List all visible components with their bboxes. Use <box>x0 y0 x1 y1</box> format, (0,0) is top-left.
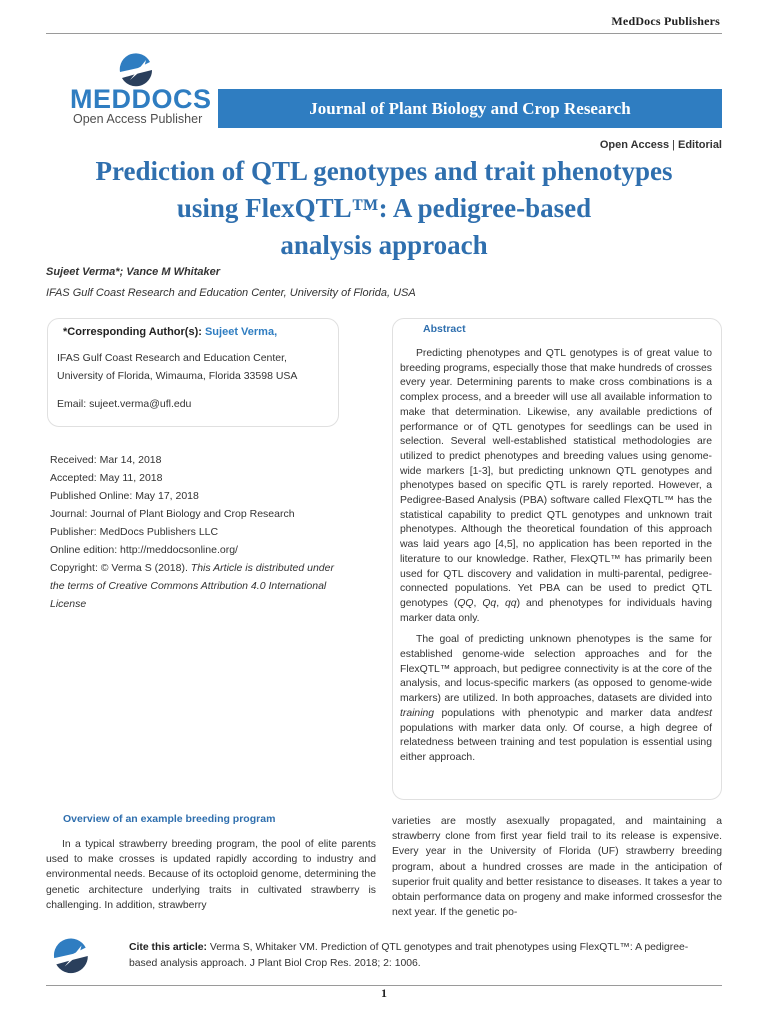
meddocs-logo-text: MEDDOCS <box>70 84 212 114</box>
article-title-line: Prediction of QTL genotypes and trait phenotypes <box>95 156 673 186</box>
page-number: 1 <box>381 986 387 1000</box>
copyright-notice <box>50 559 340 613</box>
body-column-left <box>46 837 376 913</box>
open-access-label: Open Access <box>599 139 670 151</box>
header-divider <box>46 33 722 34</box>
corresponding-author-address: IFAS Gulf Coast Research and Education Center, University of Florida, Wimauma, Florida 33598 USA <box>57 352 298 382</box>
abstract-body <box>400 347 712 773</box>
journal-title-band <box>218 89 722 128</box>
meddocs-logo-icon <box>50 935 92 977</box>
citation-text: Verma S, Whitaker VM. Prediction of QTL genotypes and trait phenotypes using FlexQTL™: A pedigree-based analysis approach. J Plant Biol Crop Res. 2018; 2: 1006. <box>129 942 689 969</box>
citation-label: Cite this article: <box>129 942 207 953</box>
article-metadata <box>50 451 340 613</box>
article-type-label: Editorial <box>677 139 722 151</box>
accepted-date: Accepted: May 11, 2018 <box>50 472 163 484</box>
article-title-line: using FlexQTL™: A pedigree-based <box>176 193 592 223</box>
body-paragraph: In a typical strawberry breeding program, the pool of elite parents used to make crosses is updated rapidly according to industry and environmental needs. Because of its octoploid genome, determining the genetic architecture underlying traits in cultivated strawberry is challenging. In addition, strawberry <box>46 839 376 911</box>
publisher-name: Publisher: MedDocs Publishers LLC <box>50 526 219 538</box>
logo-tagline: Open Access Publisher <box>73 112 203 126</box>
section-heading: Overview of an example breeding program <box>63 813 276 825</box>
running-header-publisher: MedDocs Publishers <box>611 14 720 28</box>
article-title <box>46 153 722 264</box>
received-date: Received: Mar 14, 2018 <box>50 454 162 466</box>
citation-block <box>129 940 709 971</box>
online-edition-link[interactable]: Online edition: http://meddocsonline.org/ <box>50 544 238 556</box>
abstract-paragraph: Predicting phenotypes and QTL genotypes is of great value to breeding programs, especially those that make hundreds of crosses every year. Determining parents to make cross combinations is a complex process, and a breeder will use all available information to make that determination. Likewise, any available predictions of performance or of QTL genotypes for seedlings can be used in selection. Several well-established statistical methodologies are utilized to predict phenotypes and breeding values using genome-wide markers [1-3], but predicting unknown QTL genotypes and phenotypes based on specific QTL is rarely reported. However, a Pedigree-Based Analysis (PBA) software called FlexQTL™ has the statistical capability to predict QTL genotypes and unknown trait phenotypes. Although the theoretical foundation of this approach was laid years ago [4,5], no application has been reported in the literature to our knowledge. Rather, FlexQTL™ has primarily been used for QTL discovery and validation in multi-parental, pedigree-connected populations. Yet PBA can be used to predict QTL genotypes (QQ, Qq, qq) and phenotypes for individuals having marker data only. <box>400 348 712 624</box>
article-title-line: analysis approach <box>280 230 488 260</box>
license-statement: This Article is distributed under the terms of Creative Commons Attribution 4.0 International License <box>50 562 334 610</box>
journal-name: Journal: Journal of Plant Biology and Crop Research <box>50 508 295 520</box>
corresponding-author-email[interactable]: Email: sujeet.verma@ufl.edu <box>57 398 192 410</box>
corresponding-author-name[interactable]: Sujeet Verma, <box>204 326 278 338</box>
article-type-line <box>600 139 722 151</box>
separator: | <box>672 139 675 151</box>
abstract-heading: Abstract <box>423 323 466 335</box>
corresponding-author-heading <box>63 326 277 338</box>
author-list: Sujeet Verma*; Vance M Whitaker <box>46 266 221 278</box>
body-column-right <box>392 814 722 920</box>
abstract-paragraph: The goal of predicting unknown phenotypes is the same for established genome-wide selection approaches and for the FlexQTL™ approach, but pedigree connectivity is at the core of the analysis, and locus-specific markers (as opposed to genome-wide markers) are utilized. In both approaches, datasets are divided into training populations with phenotypic and marker data andtest populations with marker data only. Of course, a high degree of relatedness between training and test population is essential using either approach. <box>400 634 712 763</box>
copyright-holder: Copyright: © Verma S (2018). <box>50 562 191 574</box>
author-affiliation: IFAS Gulf Coast Research and Education Center, University of Florida, USA <box>46 287 416 299</box>
journal-title: Journal of Plant Biology and Crop Research <box>309 98 631 118</box>
body-paragraph: varieties are mostly asexually propagated, and maintaining a strawberry clone from first year field trail to its release is expensive. Every year in the University of Florida (UF) strawberry breeding program, about a hundred crosses are made in the anticipation of superior fruit quality and better resistance to diseases. It takes a year to obtain performance data on progeny and make informed crossesfor the next year. If the genetic po- <box>392 816 722 919</box>
published-date: Published Online: May 17, 2018 <box>50 490 199 502</box>
corresponding-author-label: *Corresponding Author(s): <box>63 326 205 338</box>
